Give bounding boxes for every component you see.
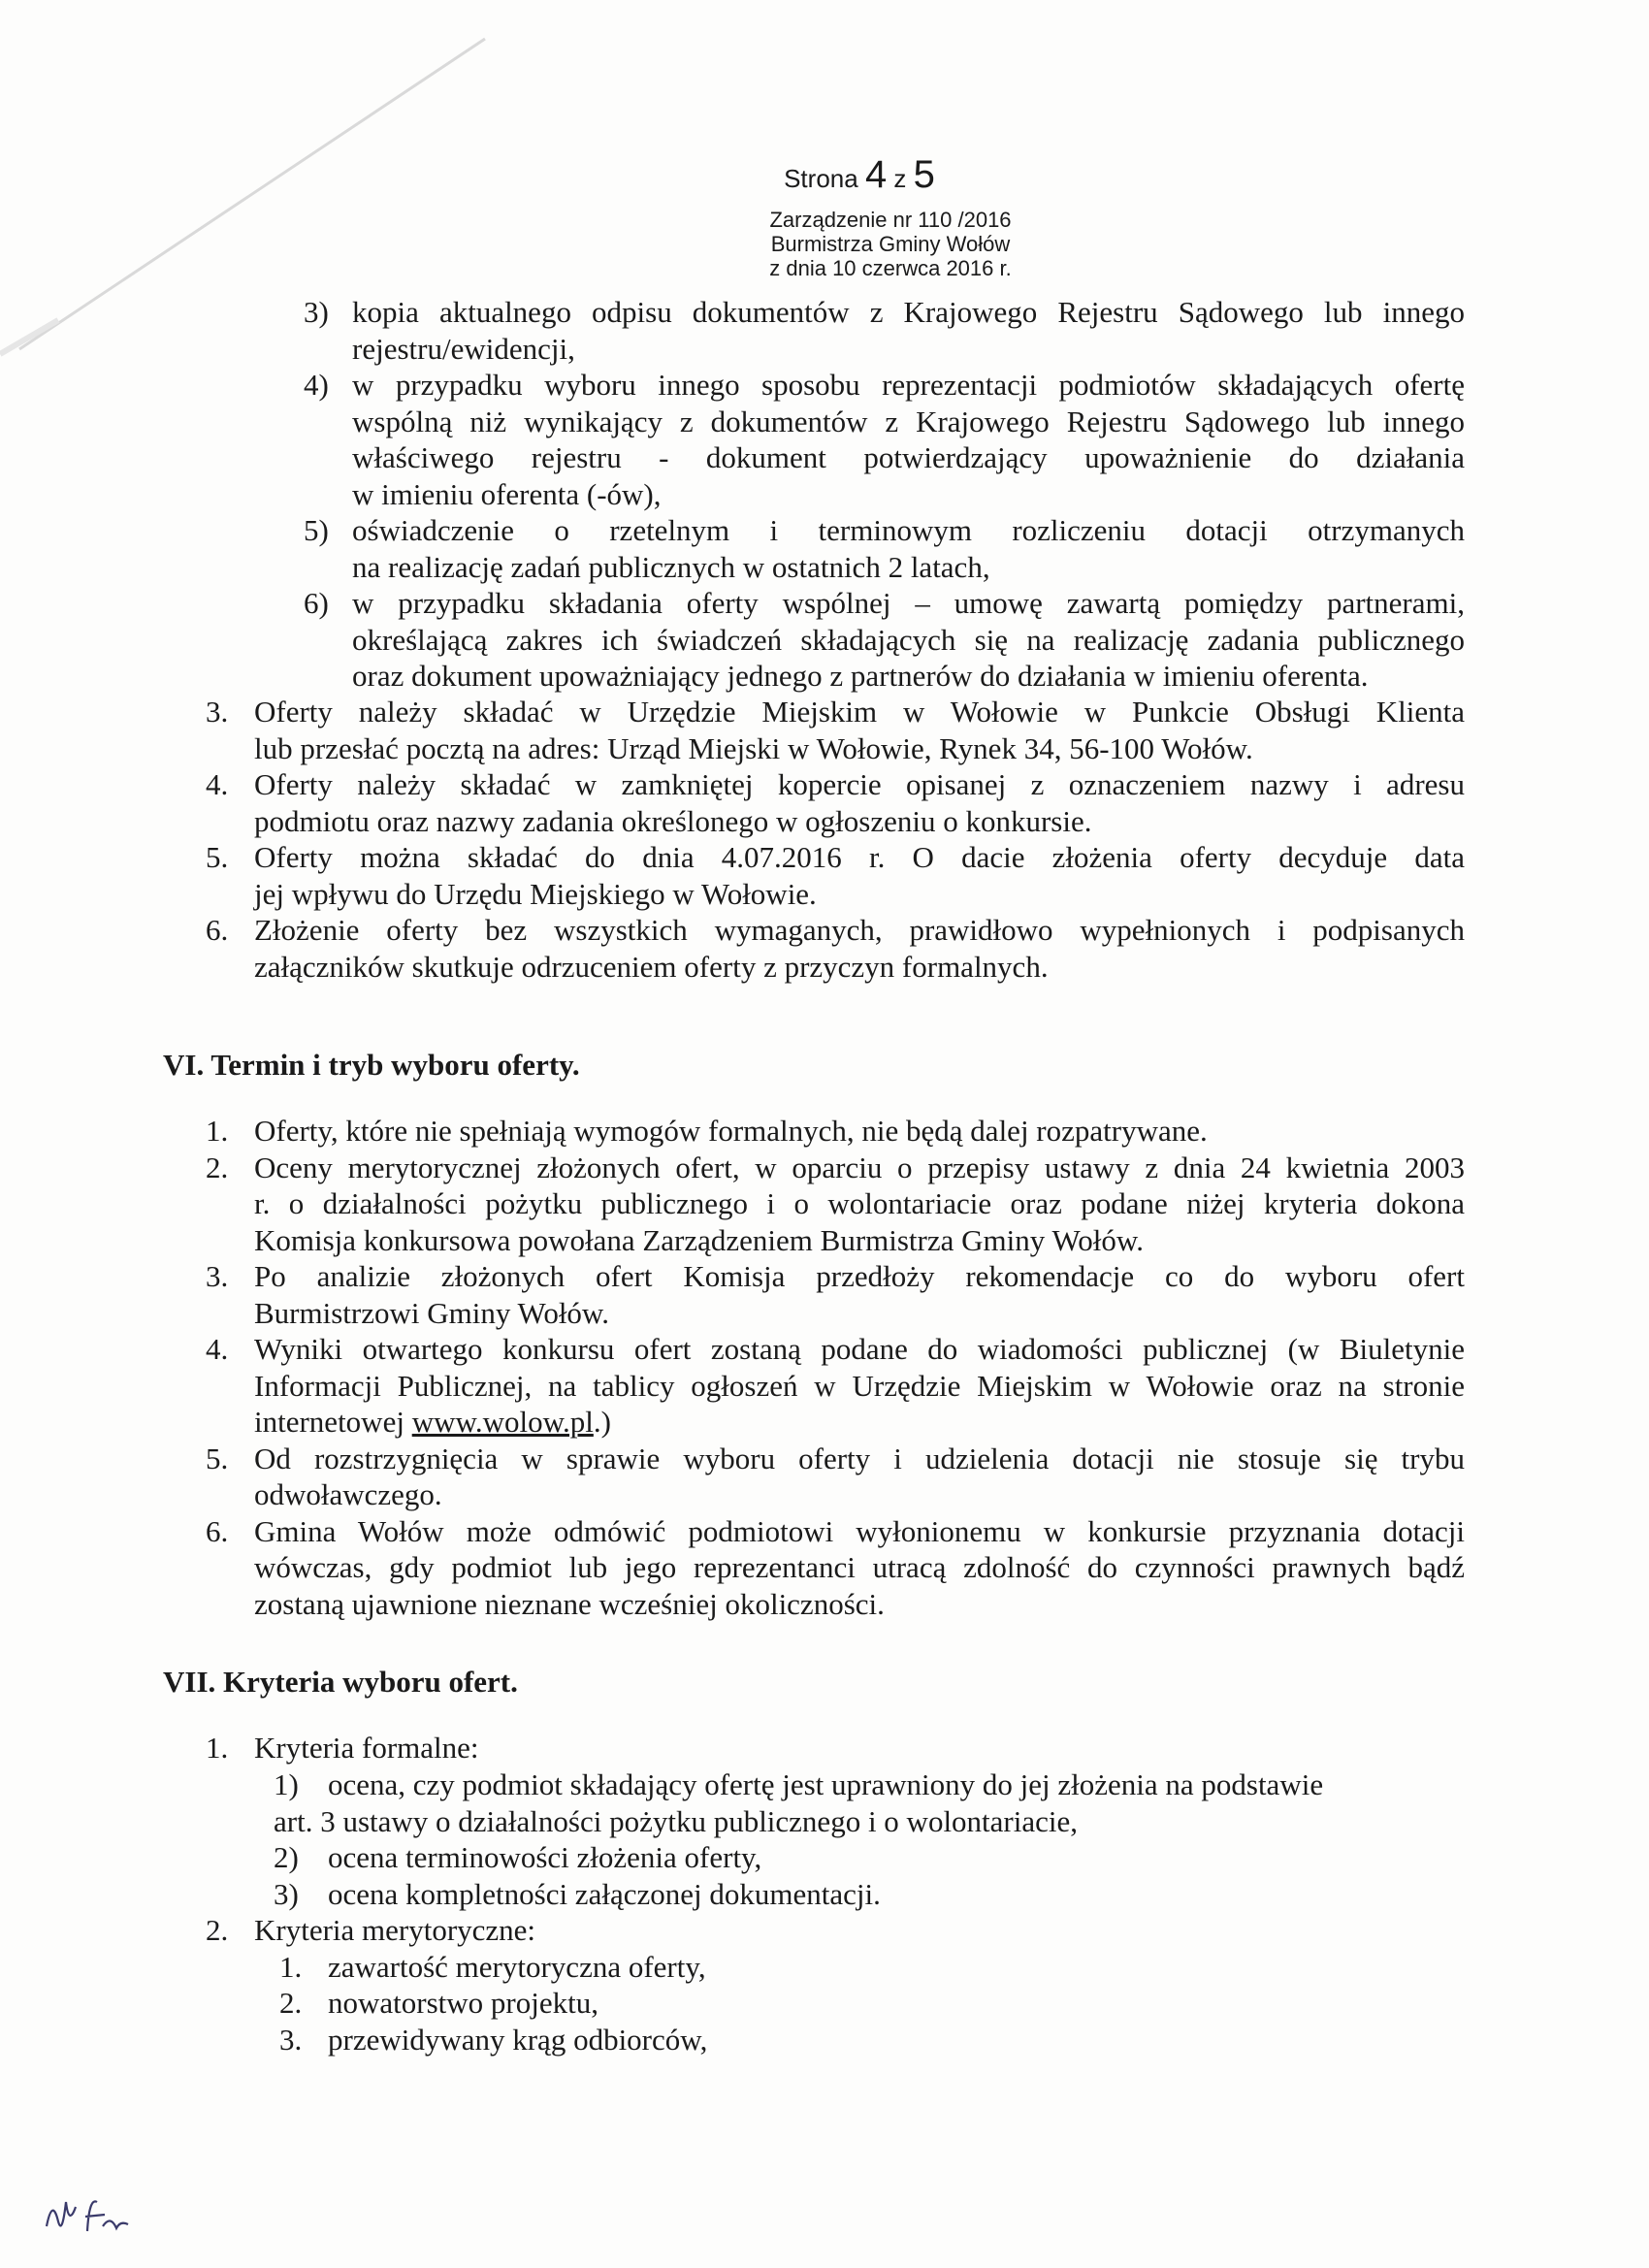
attachment-item-text: właściwego rejestru - dokument potwierdzający upoważnienie do działania <box>352 440 1465 474</box>
offer-rule-item-text: Złożenie oferty bez wszystkich wymaganych, prawidłowo wypełnionych i podpisanych <box>254 913 1465 947</box>
selection-item-number: 2. <box>206 1150 229 1184</box>
ordinance-date: z dnia 10 czerwca 2016 r. <box>769 256 1012 280</box>
attachment-item-text: oświadczenie o rzetelnym i terminowym rozliczeniu dotacji otrzymanych <box>352 513 1465 547</box>
selection-item-text: Gmina Wołów może odmówić podmiotowi wyłonionemu w konkursie przyznania dotacji <box>254 1513 1465 1548</box>
offer-rule-item-text: Oferty można składać do dnia 4.07.2016 r. O dacie złożenia oferty decyduje data <box>254 840 1465 874</box>
selection-item-text: odwoławczego. <box>254 1477 442 1511</box>
attachment-item-text: wspólną niż wynikający z dokumentów z Krajowego Rejestru Sądowego lub innego <box>352 404 1465 438</box>
offer-rule-item-number: 4. <box>206 767 229 801</box>
attachment-item-number: 6) <box>304 586 329 620</box>
selection-item-text: Informacji Publicznej, na tablicy ogłoszeń w Urzędzie Miejskim w Wołowie oraz na stronie <box>254 1368 1465 1403</box>
formal-criterion-text: ocena kompletności załączonej dokumentacji. <box>328 1876 881 1911</box>
selection-item-text: Oceny merytorycznej złożonych ofert, w oparciu o przepisy ustawy z dnia 24 kwietnia 2003 <box>254 1150 1465 1184</box>
formal-criterion-number: 3) <box>274 1876 299 1911</box>
formal-criterion-number: 1) <box>274 1767 299 1801</box>
section-title: VI. Termin i tryb wyboru oferty. <box>163 1048 580 1082</box>
selection-item-text: r. o działalności pożytku publicznego i o wolontariacie oraz podane niżej kryteria dokona <box>254 1186 1465 1220</box>
attachment-item-text: oraz dokument upoważniający jednego z partnerów do działania w imieniu oferenta. <box>352 659 1369 693</box>
formal-criterion-text: ocena terminowości złożenia oferty, <box>328 1840 762 1874</box>
formal-criterion-text: art. 3 ustawy o działalności pożytku publicznego i o wolontariacie, <box>274 1803 1079 1838</box>
selection-item-text: Od rozstrzygnięcia w sprawie wyboru oferty i udzielenia dotacji nie stosuje się trybu <box>254 1441 1465 1475</box>
selection-item-number: 6. <box>206 1513 229 1548</box>
selection-item-number: 4. <box>206 1332 229 1366</box>
attachment-item-text: w przypadku wyboru innego sposobu reprezentacji podmiotów składających ofertę <box>352 368 1465 402</box>
ordinance-number: Zarządzenie nr 110 /2016 <box>769 208 1012 232</box>
selection-item-text: Burmistrzowi Gminy Wołów. <box>254 1295 610 1330</box>
attachment-item-number: 3) <box>304 295 329 329</box>
attachment-item-text: w imieniu oferenta (-ów), <box>352 476 662 511</box>
offer-rule-item-number: 6. <box>206 913 229 947</box>
handwritten-initials <box>39 2187 146 2246</box>
criteria-heading: Kryteria merytoryczne: <box>254 1913 536 1947</box>
merit-criterion-text: nowatorstwo projektu, <box>328 1986 598 2020</box>
selection-item-text: wówczas, gdy podmiot lub jego reprezentanci utracą zdolność do czynności prawnych bądź <box>254 1550 1465 1584</box>
website-link[interactable]: www.wolow.pl <box>411 1405 594 1439</box>
offer-rule-item-text: załączników skutkuje odrzuceniem oferty z przyczyn formalnych. <box>254 949 1049 984</box>
selection-item-text: Oferty, które nie spełniają wymogów formalnych, nie będą dalej rozpatrywane. <box>254 1114 1208 1148</box>
selection-item-text: Po analizie złożonych ofert Komisja przedłoży rekomendacje co do wyboru ofert <box>254 1259 1465 1293</box>
merit-criterion-number: 3. <box>279 2022 303 2057</box>
merit-criterion-text: zawartość merytoryczna oferty, <box>328 1949 706 1984</box>
selection-item-text: internetowej www.wolow.pl.) <box>254 1405 611 1439</box>
selection-item-text: Wyniki otwartego konkursu ofert zostaną podane do wiadomości publicznej (w Biuletynie <box>254 1332 1465 1366</box>
selection-item-number: 1. <box>206 1114 229 1148</box>
offer-rule-item-text: podmiotu oraz nazwy zadania określonego w ogłoszeniu o konkursie. <box>254 803 1092 838</box>
formal-criterion-number: 2) <box>274 1840 299 1874</box>
attachment-item-text: rejestru/ewidencji, <box>352 331 575 366</box>
selection-item-text: zostaną ujawnione nieznane wcześniej okoliczności. <box>254 1586 885 1621</box>
attachment-item-number: 5) <box>304 513 329 547</box>
attachment-item-text: kopia aktualnego odpisu dokumentów z Krajowego Rejestru Sądowego lub innego <box>352 295 1465 329</box>
attachment-item-text: określającą zakres ich świadczeń składających się na realizację zadania publicznego <box>352 622 1465 657</box>
merit-criterion-number: 1. <box>279 1949 303 1984</box>
criteria-heading: Kryteria formalne: <box>254 1731 479 1765</box>
offer-rule-item-number: 5. <box>206 840 229 874</box>
attachment-item-text: na realizację zadań publicznych w ostatnich 2 latach, <box>352 549 990 584</box>
selection-item-number: 5. <box>206 1441 229 1475</box>
page-indicator: Strona 4 z 5 <box>784 153 935 196</box>
selection-item-text: Komisja konkursowa powołana Zarządzeniem Burmistrza Gminy Wołów. <box>254 1222 1144 1257</box>
attachment-item-text: w przypadku składania oferty wspólnej – umowę zawartą pomiędzy partnerami, <box>352 586 1465 620</box>
selection-item-number: 3. <box>206 1259 229 1293</box>
section-title: VII. Kryteria wyboru ofert. <box>163 1665 518 1699</box>
offer-rule-item-text: Oferty należy składać w zamkniętej kopercie opisanej z oznaczeniem nazwy i adresu <box>254 767 1465 801</box>
merit-criterion-text: przewidywany krąg odbiorców, <box>328 2022 708 2057</box>
formal-criterion-text: ocena, czy podmiot składający ofertę jest uprawniony do jej złożenia na podstawie <box>328 1767 1324 1801</box>
ordinance-issuer: Burmistrza Gminy Wołów <box>770 232 1011 256</box>
criteria-number: 2. <box>206 1913 229 1947</box>
offer-rule-item-text: lub przesłać pocztą na adres: Urząd Miejski w Wołowie, Rynek 34, 56-100 Wołów. <box>254 730 1253 765</box>
criteria-number: 1. <box>206 1731 229 1765</box>
offer-rule-item-text: Oferty należy składać w Urzędzie Miejskim w Wołowie w Punkcie Obsługi Klienta <box>254 695 1465 729</box>
offer-rule-item-text: jej wpływu do Urzędu Miejskiego w Wołowie. <box>254 876 817 911</box>
offer-rule-item-number: 3. <box>206 695 229 729</box>
merit-criterion-number: 2. <box>279 1986 303 2020</box>
attachment-item-number: 4) <box>304 368 329 402</box>
